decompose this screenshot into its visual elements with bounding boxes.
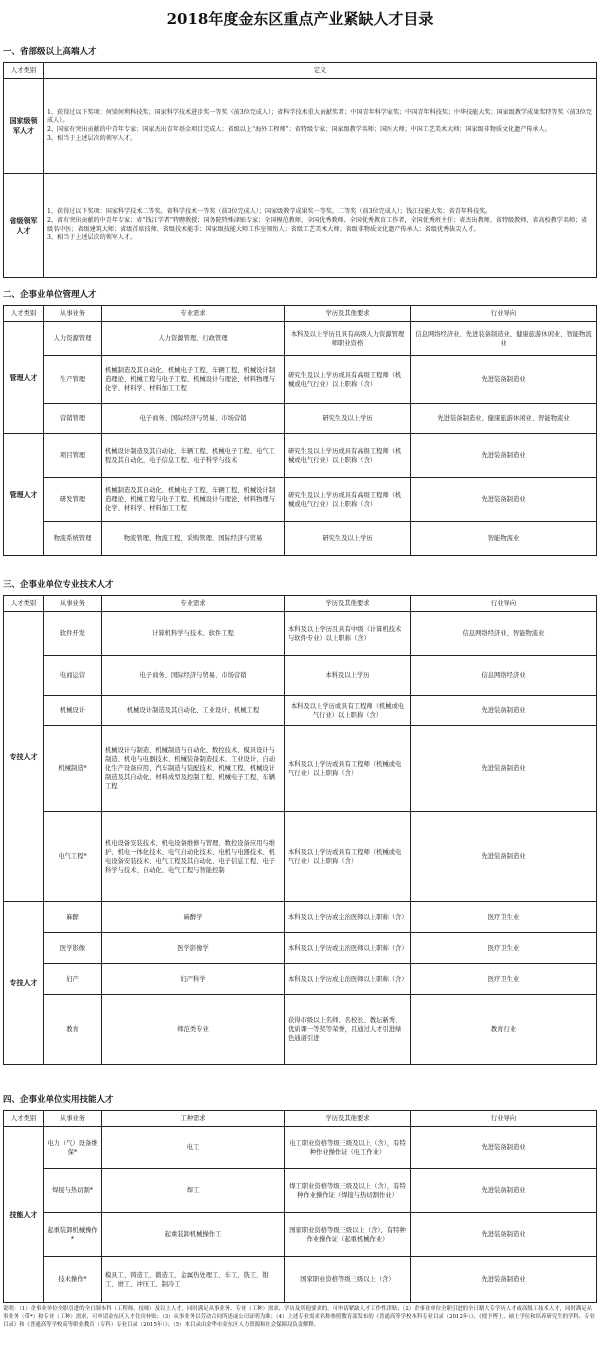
- header-category: 人才类别: [4, 1111, 44, 1127]
- category-professional: 专技人才: [4, 902, 44, 1065]
- education-cell: 本科及以上学历或具有工程师（机械或电气行业）以上职称（含）: [285, 726, 411, 812]
- business-cell: 物流系统管理: [44, 522, 102, 556]
- header-business: 从事业务: [44, 596, 102, 612]
- industry-cell: 先进装备制造业: [411, 1169, 597, 1213]
- business-cell: 教育: [44, 995, 102, 1065]
- major-cell: 机械制造及其自动化、机械电子工程、车辆工程、机械设计制造理论、机械工程与电子工程、机械设计与理论、材料物理与化学、材料学、材料加工工程: [102, 478, 285, 522]
- category-provincial-leader: 省级领军人才: [4, 174, 44, 278]
- definition-national-leader: [44, 79, 597, 174]
- education-cell: 获得市级以上名师、名校长、教坛新秀、优质课一等奖等荣誉，且通过人才引进绿色通道引进: [285, 995, 411, 1065]
- business-cell: 电商运营: [44, 656, 102, 696]
- business-cell: 起重装卸机械操作*: [44, 1213, 102, 1257]
- education-cell: 研究生及以上学历或具有高级工程师（机械或电气行业）以上职称（含）: [285, 478, 411, 522]
- category-professional: 专技人才: [4, 612, 44, 902]
- business-cell: 电力（气）设备维保*: [44, 1127, 102, 1169]
- header-industry: 行业导向: [411, 596, 597, 612]
- industry-cell: 先进装备制造业: [411, 1127, 597, 1169]
- industry-cell: 先进装备制造业: [411, 434, 597, 478]
- definition-provincial-leader: [44, 174, 597, 278]
- business-cell: 软件开发: [44, 612, 102, 656]
- definition-line: 1、获得过以下奖项：国家科学技术二等奖，省科学技术一等奖（前3位完成人）；国家级教学成果奖一等奖、二等奖（前3位完成人）；钱江技能大奖；省青年科技奖。: [47, 208, 492, 216]
- industry-cell: 医疗卫生业: [411, 964, 597, 995]
- header-category: 人才类别: [4, 306, 44, 322]
- major-cell: 人力资源管理、行政管理: [102, 322, 285, 356]
- education-cell: 国家职业资格等级三级以上（含）: [285, 1257, 411, 1303]
- education-cell: 本科及以上学历且具有高级人力资源管理师职业资格: [285, 322, 411, 356]
- education-cell: 研究生及以上学历: [285, 404, 411, 434]
- industry-cell: 先进装备制造业: [411, 726, 597, 812]
- business-cell: 医学影像: [44, 933, 102, 964]
- work-type-cell: 焊工: [102, 1169, 285, 1213]
- section-4-heading: 四、企事业单位实用技能人才: [3, 1095, 114, 1105]
- education-cell: 研究生及以上学历或具有高级工程师（机械或电气行业）以上职称（含）: [285, 434, 411, 478]
- business-cell: 技术操作*: [44, 1257, 102, 1303]
- header-category: 人才类别: [4, 596, 44, 612]
- education-cell: 国家职业资格等级三级以上（含），有特种作业操作证（起重机械作业）: [285, 1213, 411, 1257]
- major-cell: 电子商务、国际经济与贸易、市场营销: [102, 656, 285, 696]
- business-cell: 妇产: [44, 964, 102, 995]
- header-industry: 行业导向: [411, 1111, 597, 1127]
- education-cell: 本科及以上学历且具有中级（计算机技术与软件专业）以上职称（含）: [285, 612, 411, 656]
- header-business: 从事业务: [44, 1111, 102, 1127]
- education-cell: 焊工职业资格等级三级及以上（含），有特种作业操作证（焊接与热切割作业）: [285, 1169, 411, 1213]
- major-cell: 机械设计与制造、机械制造与自动化、数控技术、模具设计与制造、机电与电器技术、机械装备制造技术、工业设计、自动化生产设备应用、汽车制造与装配技术、机械工程、机械设计制造及其自动化、材料成型及控制工程、机械电子工程、车辆工程: [102, 726, 285, 812]
- education-cell: 本科及以上学历或主治医师以上职称（含）: [285, 902, 411, 933]
- work-type-cell: 模具工、铸造工、锻造工、金属热处理工、车工、铣工、钳工、磨工、冲压工、制冷工: [102, 1257, 285, 1303]
- major-cell: 机电设备安装技术、机电设备维修与管理、数控设备应用与维护、机电一体化技术、电气自动化技术、电机与电器技术、机电设备安装技术、电气工程及其自动化、电子信息工程、电子科学与技术、自动化、电气工程与智能控制: [102, 812, 285, 902]
- industry-cell: 先进装备制造业: [411, 356, 597, 404]
- business-cell: 机械设计: [44, 696, 102, 726]
- education-cell: 研究生及以上学历: [285, 522, 411, 556]
- header-major: 专业需求: [102, 306, 285, 322]
- education-cell: 本科及以上学历或主治医师以上职称（含）: [285, 964, 411, 995]
- industry-cell: 先进装备制造业: [411, 696, 597, 726]
- education-cell: 研究生及以上学历或具有高级工程师（机械或电气行业）以上职称（含）: [285, 356, 411, 404]
- section-4-table: [3, 1110, 597, 1303]
- industry-cell: 先进装备制造业: [411, 812, 597, 902]
- education-cell: 电工职业资格等级三级及以上（含），有特种作业操作证（电工作业）: [285, 1127, 411, 1169]
- business-cell: 项目管理: [44, 434, 102, 478]
- major-cell: 物流管理、物流工程、采购管理、国际经济与贸易: [102, 522, 285, 556]
- definition-line: 3、相当于上述层次的领军人才。: [47, 134, 137, 142]
- section-1-table: [3, 62, 597, 278]
- business-cell: 研发管理: [44, 478, 102, 522]
- industry-cell: 先进装备制造业: [411, 1257, 597, 1303]
- work-type-cell: 电工: [102, 1127, 285, 1169]
- definition-line: 3、相当于上述层次的领军人才。: [47, 234, 137, 242]
- business-cell: 焊接与热切割*: [44, 1169, 102, 1213]
- section-3-table: [3, 595, 597, 1065]
- major-cell: 机械设计制造及其自动化、车辆工程、机械电子工程、电气工程及其自动化、电子信息工程、电子科学与技术: [102, 434, 285, 478]
- page-title: 2018年度金东区重点产业紧缺人才目录: [166, 10, 434, 28]
- industry-cell: 医疗卫生业: [411, 933, 597, 964]
- major-cell: 师范类专业: [102, 995, 285, 1065]
- header-education: 学历及其他要求: [285, 306, 411, 322]
- business-cell: 麻醉: [44, 902, 102, 933]
- industry-cell: 信息网络经济业、先进装备制造业、健康旅游休闲业、智能物流业: [411, 322, 597, 356]
- category-national-leader: 国家级领军人才: [4, 79, 44, 174]
- work-type-cell: 起重装卸机械操作工: [102, 1213, 285, 1257]
- industry-cell: 信息网络经济业: [411, 656, 597, 696]
- header-work-type: 工种需求: [102, 1111, 285, 1127]
- business-cell: 人力资源管理: [44, 322, 102, 356]
- major-cell: 机械制造及其自动化、机械电子工程、车辆工程、机械设计制造理论、机械工程与电子工程、机械设计与理论、材料物理与化学、材料学、材料加工工程: [102, 356, 285, 404]
- major-cell: 机械设计制造及其自动化、工业设计、机械工程: [102, 696, 285, 726]
- business-cell: 营销管理: [44, 404, 102, 434]
- header-business: 从事业务: [44, 306, 102, 322]
- header-industry: 行业导向: [411, 306, 597, 322]
- section-1-heading: 一、省部级以上高端人才: [3, 47, 97, 57]
- header-definition: 定义: [44, 63, 597, 79]
- definition-line: 2、国家有突出贡献的中青年专家；国家杰出青年基金项目完成人；省级以上“海外工程师”；省特级专家；国家级教学名师；国医大师；中国工艺美术大师；国家级非物质文化遗产传承人。: [47, 126, 551, 133]
- industry-cell: 先进装备制造业: [411, 1213, 597, 1257]
- education-cell: 本科及以上学历或具有工程师（机械或电气行业）以上职称（含）: [285, 696, 411, 726]
- major-cell: 麻醉学: [102, 902, 285, 933]
- industry-cell: 先进装备制造业: [411, 478, 597, 522]
- category-management: 管理人才: [4, 434, 44, 556]
- major-cell: 妇产科学: [102, 964, 285, 995]
- industry-cell: 先进装备制造业、健康旅游休闲业、智能物流业: [411, 404, 597, 434]
- header-education: 学历及其他要求: [285, 596, 411, 612]
- category-management: 管理人才: [4, 322, 44, 434]
- major-cell: 计算机科学与技术、软件工程: [102, 612, 285, 656]
- business-cell: 电气工程*: [44, 812, 102, 902]
- business-cell: 生产管理: [44, 356, 102, 404]
- industry-cell: 教育行业: [411, 995, 597, 1065]
- definition-line: 1、获得过以下奖项：何梁何利科技奖；国家科学技术进步奖一等奖（前3位完成人）；省科学技术重大贡献奖者；中国青年科学家奖；中国青年科技奖；中华技能大奖；国家级教学成果奖特等奖（前3位完成人）。: [47, 108, 592, 125]
- header-education: 学历及其他要求: [285, 1111, 411, 1127]
- business-cell: 机械制造*: [44, 726, 102, 812]
- major-cell: 电子商务、国际经济与贸易、市场营销: [102, 404, 285, 434]
- education-cell: 本科及以上学历或主治医师以上职称（含）: [285, 933, 411, 964]
- definition-line: 2、省有突出贡献的中青年专家；省“钱江学者”特聘教授；国务院特殊津贴专家；全国模范教师、全国优秀教师、全国优秀教育工作者，全国优秀班主任；省杰出教师、省特级教师、省高校教学名师；省级名中医；省级建筑大师；省级首席技师、省级技术能手；国家级技能大师工作室领衔人；省级工艺美术大师；省级非物质文化遗产传承人；省级优秀拔尖人才。: [47, 216, 588, 233]
- section-2-heading: 二、企事业单位管理人才: [3, 290, 97, 300]
- education-cell: 本科及以上学历: [285, 656, 411, 696]
- major-cell: 医学影像学: [102, 933, 285, 964]
- industry-cell: 智能物流业: [411, 522, 597, 556]
- industry-cell: 医疗卫生业: [411, 902, 597, 933]
- header-major: 专业需求: [102, 596, 285, 612]
- section-3-heading: 三、企事业单位专业技术人才: [3, 580, 114, 590]
- header-category: 人才类别: [4, 63, 44, 79]
- industry-cell: 信息网络经济业、智能物流业: [411, 612, 597, 656]
- footnote: 说明：（1）企事业单位全职引进的全日制本科（工程师、技师）及以上人才，同时满足从事业务、专业（工种）需求、学历及其他要求的，可申请紧缺人才工作性津贴；（2）企事业单位全职引进的全日制大专学历人才或高级工技术人才，同时满足从事业务（带*）和专业（工种）需求，可申请金东区人才住房补贴；（3）从事业务以劳动合同所述或公司证明为准；（4）上述专业需求名称参照教育部发布的《普通高等学校本科专业目录（2012年）》、《授予博士、硕士学位和培养研究生的学科、专业目录》和《普通高等学校高等职业教育（专科）专业目录（2015年）》；（5）本目录由金华市金东区人力资源和社会保障局负责解释。: [3, 1306, 595, 1328]
- education-cell: 本科及以上学历或具有工程师（机械或电气行业）以上职称（含）: [285, 812, 411, 902]
- section-2-table: [3, 305, 597, 556]
- category-skilled: 技能人才: [4, 1127, 44, 1303]
